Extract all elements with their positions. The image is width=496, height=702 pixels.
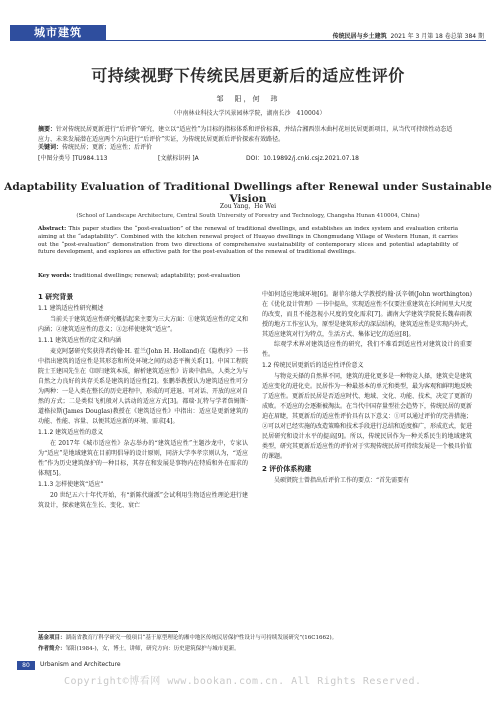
subsection-heading: 1.1.1 建筑适应性的定义和内涵	[38, 337, 122, 344]
journal-section-badge: 城市建筑	[10, 25, 106, 41]
fund-label: 基金项目：	[38, 635, 66, 641]
clc-number: [中图分类号 ]TU984.113	[38, 155, 108, 162]
keywords-cn	[38, 143, 458, 153]
author-note	[38, 645, 458, 654]
subsection-heading: 1.2 传统民居更新后的适应性评价意义	[262, 362, 364, 369]
journal-name-en: Urbanism and Architecture	[40, 661, 121, 668]
abstract-en-text: This paper studies the “post-evaluation” of the renewal of traditional dwellings, and establishes an index system and evaluation criteria aiming at the “adaptability”. Combined with the kitchen renewal project of Huayao dwellings in Chongmudang Village of Western Hunan, it carries out the “post-evaluation” demonstration from two directions of comprehensive sustainability of contemporary slices and potential adaptability of future development, and explores an effective path for the post-evaluation of the renewal of traditional dwellings.	[38, 226, 458, 256]
section-heading: 1 研究背景	[38, 293, 74, 301]
abstract-cn-label: 摘要：	[38, 126, 57, 133]
paragraph: 与物竞天择的自然界不同，建筑的进化更多是一种物竞人择，建筑史是建筑适应变化的进化史。民居作为一种最基本的单元和类型，最为客观和鲜明地反映了适应性。更新后民居是否适应时代、地域、文化、功能、技术，决定了更新的成败。不适应的会逐渐被淘汰。在当代中国存量型社会趋势下，传统民居的更新迫在眉睫，其更新后的适应性评价具有以下意义：①可以通过评价的完善措施；②可以对已经实施的改造策略和技术手段进行总结和适度推广，形成范式，促进民居研究和设计水平的提高[9]。所以，传统民居作为一种关系民生的地域建筑类型，研究其更新后适应性的评价对于实现传统民居可持续发展是一个极具价值的课题。	[262, 373, 473, 460]
page-number: 80	[17, 661, 35, 670]
authors-en: Zou Yang，He Wei	[219, 203, 277, 210]
subsection-heading: 1.1.2 建筑适应性的意义	[38, 429, 104, 436]
authors-cn: 邹 阳，何 玮	[216, 95, 280, 103]
header-issue: 2021 年 3 月第 18 卷总第 384 期	[390, 33, 484, 40]
footnote-rule	[38, 631, 178, 632]
subsection-heading: 1.1 建筑适应性研究概述	[38, 305, 104, 312]
affiliation-en: (School of Landscape Architecture, Central South University of Forestry and Technology, Changsha Hunan 410004, China)	[76, 213, 420, 219]
fund-text: 湖南省教育厅科学研究一般项目“基于原型理论的湘中地区传统民居保护性设计与可持续发展研究”(16C1662)。	[65, 635, 338, 641]
subsection-heading: 1.1.3 怎样使建筑“适应”	[38, 481, 104, 488]
copyright-watermark: Copyright©博看网 www.bookan.com.cn. All Rights Reserved.	[64, 676, 422, 687]
article-title-en: Adaptability Evaluation of Traditional Dwellings after Renewal under Sustainable Vision	[4, 181, 492, 205]
abstract-en-label: Abstract:	[38, 226, 67, 232]
paragraph: 中如何适应地域环境[6]。谢菲尔德大学教授约翰·沃辛顿(John worthington)在《优化设计管理》一书中提出，实现适应性不仅要注重建筑在长时间里大尺度的改变，而且不能忽视小尺度的变化需求[7]。湖南大学建筑学院院长魏春雨教授的地方工作室认为，原型是建筑形式的深层结构，建筑适应性是实现内外式，其适应建筑对行为特点，生活方式、集体记忆的适应[8]。	[262, 291, 473, 338]
section-heading: 2 评价体系构建	[262, 465, 312, 473]
header-rule	[106, 40, 486, 41]
header-column-name: 传统民居与乡土建筑	[332, 33, 387, 40]
keywords-cn-text: 传统民居；更新；适应性；后评价	[62, 144, 153, 151]
keywords-en-text: traditional dwellings; renewal; adaptability; post-evaluation	[73, 273, 241, 279]
paragraph: 当前关于建筑适应性研究概括起来主要为三大方面：①建筑适应性的定义和内涵；②建筑适应性的意义；③怎样使建筑“适应”。	[38, 316, 249, 333]
abstract-cn-text: 针对传统民居更新进行“后评价”研究，建立以“适应性”为目标的指标体系和评价标准，并结合湘西崇木曲村花垣民居更新项目，从当代可持续性动态适应力、未来发展潜在适应两个方向进行“后评价”实证，为传统民居更新后评价探索有效路径。	[38, 126, 453, 143]
paragraph: 综观学术界对建筑适应性的研究，我们不难看到适应性对建筑设计的重要性。	[262, 341, 472, 358]
abstract-en	[38, 226, 458, 257]
body-right-column	[262, 290, 472, 486]
paragraph: 在 2017年《城市适应性》杂志举办的“建筑适应性”主题沙龙中，专家认为“适应”是地域建筑在目前明倡导的设计原则，同济大学李孝宗则认为，“适应性”作为历史建筑保护的一种目标，其存在和发展是事物内在特质和外在需求的体现[5]。	[38, 440, 248, 477]
paragraph: 20 世纪五六十年代开始，有“新陈代谢派”会试利用生物适应性理论进行建筑设计，探索建筑在生长、变化、衰亡	[38, 492, 248, 509]
header-journal-info	[333, 31, 484, 40]
author-note-label: 作者简介：	[38, 646, 66, 652]
keywords-en-label: Key words:	[38, 273, 72, 279]
doi: DOI：10.19892/j.cnki.csjz.2021.07.18	[246, 155, 359, 162]
author-note-text: 邹阳(1984-)，女，博士，讲师，研究方向：历史建筑保护与城市更新。	[65, 646, 240, 652]
paragraph: 麦克阿瑟研究奖获得者约翰·H. 霍兰(John H. Holland)在《隐秩序》一书中指出建筑的适应性是其形态和所处环境之间的动态平衡关系[1]。中国工程院院士王建国先生在《回归建筑本质，解析建筑适应性》访谈中指出，人类之为与自然之力良好的共存关系是建筑的适应性[2]。张鹏举教授认为建筑适应性可分为两种：一是入类在整长的历史进程中，形成的可进退、可对话、开放的应对自然的方式；二是类似飞机般对人活动的适应方式[3]。都瑞·瓦特与学者詹姆斯·道格拉斯(James Douglas)教授在《建筑适应性》中指出：适应是更新建筑的功能、性能、容量、以便其适应新的环境、需求[4]。	[38, 348, 249, 425]
keywords-cn-label: 关键词：	[38, 144, 63, 151]
document-code: [文献标识码 ]A	[158, 155, 199, 162]
keywords-en	[38, 273, 458, 279]
body-left-column	[38, 290, 248, 511]
abstract-cn	[38, 125, 458, 145]
article-title-cn: 可持续视野下传统民居更新后的适应性评价	[91, 66, 405, 85]
paragraph: 吴硕贤院士曾指出后评价工作的要点：“首先需要有	[274, 477, 410, 484]
affiliation-cn: （中南林业科技大学风景园林学院，湖南长沙 410004）	[170, 110, 326, 117]
fund-note	[38, 634, 458, 643]
